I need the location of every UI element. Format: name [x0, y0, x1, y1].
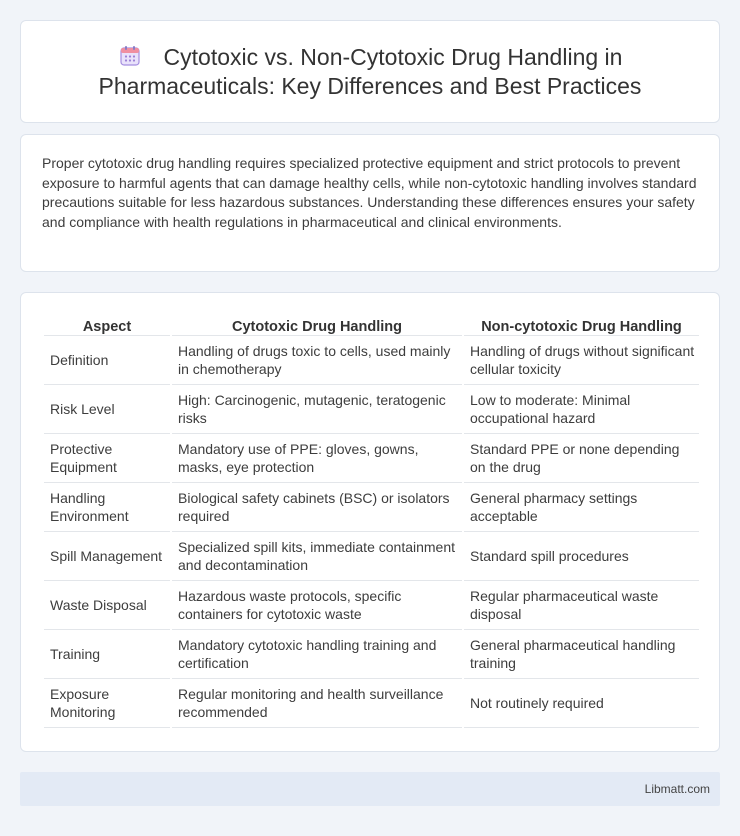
footer: [20, 772, 720, 806]
cytotoxic-cell: Handling of drugs toxic to cells, used mainly in chemotherapy: [172, 336, 462, 385]
aspect-cell: Protective Equipment: [44, 434, 170, 483]
column-header-non-cytotoxic: Non-cytotoxic Drug Handling: [464, 315, 699, 336]
cytotoxic-cell: Hazardous waste protocols, specific containers for cytotoxic waste: [172, 581, 462, 630]
intro-card: [20, 134, 720, 272]
aspect-cell: Handling Environment: [44, 483, 170, 532]
non-cytotoxic-cell: Low to moderate: Minimal occupational hazard: [464, 385, 699, 434]
table-row: [44, 434, 699, 483]
non-cytotoxic-cell: Handling of drugs without significant cellular toxicity: [464, 336, 699, 385]
non-cytotoxic-cell: General pharmaceutical handling training: [464, 630, 699, 679]
footer-brand-link[interactable]: Libmatt.com: [644, 782, 710, 796]
title-card: [20, 20, 720, 123]
cytotoxic-cell: Specialized spill kits, immediate containment and decontamination: [172, 532, 462, 581]
aspect-cell: Spill Management: [44, 532, 170, 581]
non-cytotoxic-cell: Standard spill procedures: [464, 532, 699, 581]
table-row: [44, 532, 699, 581]
table-row: [44, 483, 699, 532]
table-row: [44, 679, 699, 728]
cytotoxic-cell: High: Carcinogenic, mutagenic, teratogenic risks: [172, 385, 462, 434]
aspect-cell: Training: [44, 630, 170, 679]
non-cytotoxic-cell: Standard PPE or none depending on the drug: [464, 434, 699, 483]
page-title: [61, 43, 679, 101]
cytotoxic-cell: Mandatory cytotoxic handling training and certification: [172, 630, 462, 679]
table-row: [44, 630, 699, 679]
aspect-cell: Exposure Monitoring: [44, 679, 170, 728]
comparison-table-card: [20, 292, 720, 752]
page-title-text: Cytotoxic vs. Non-Cytotoxic Drug Handling in Pharmaceuticals: Key Differences and Best Practices: [98, 43, 642, 99]
table-row: [44, 385, 699, 434]
calendar-icon: [118, 44, 142, 68]
table-row: [44, 336, 699, 385]
non-cytotoxic-cell: General pharmacy settings acceptable: [464, 483, 699, 532]
aspect-cell: Waste Disposal: [44, 581, 170, 630]
cytotoxic-cell: Mandatory use of PPE: gloves, gowns, masks, eye protection: [172, 434, 462, 483]
table-header-row: [44, 315, 699, 336]
comparison-table: [42, 315, 701, 728]
cytotoxic-cell: Biological safety cabinets (BSC) or isolators required: [172, 483, 462, 532]
column-header-aspect: Aspect: [44, 315, 170, 336]
aspect-cell: Definition: [44, 336, 170, 385]
non-cytotoxic-cell: Not routinely required: [464, 679, 699, 728]
table-row: [44, 581, 699, 630]
column-header-cytotoxic: Cytotoxic Drug Handling: [172, 315, 462, 336]
intro-paragraph: Proper cytotoxic drug handling requires specialized protective equipment and strict protocols to prevent exposure to harmful agents that can damage healthy cells, while non-cytotoxic handling involves standard precautions suitable for less hazardous substances. Understanding these differences ensures your safety and compliance with health regulations in pharmaceutical and clinical environments.: [42, 155, 697, 230]
aspect-cell: Risk Level: [44, 385, 170, 434]
non-cytotoxic-cell: Regular pharmaceutical waste disposal: [464, 581, 699, 630]
cytotoxic-cell: Regular monitoring and health surveillance recommended: [172, 679, 462, 728]
